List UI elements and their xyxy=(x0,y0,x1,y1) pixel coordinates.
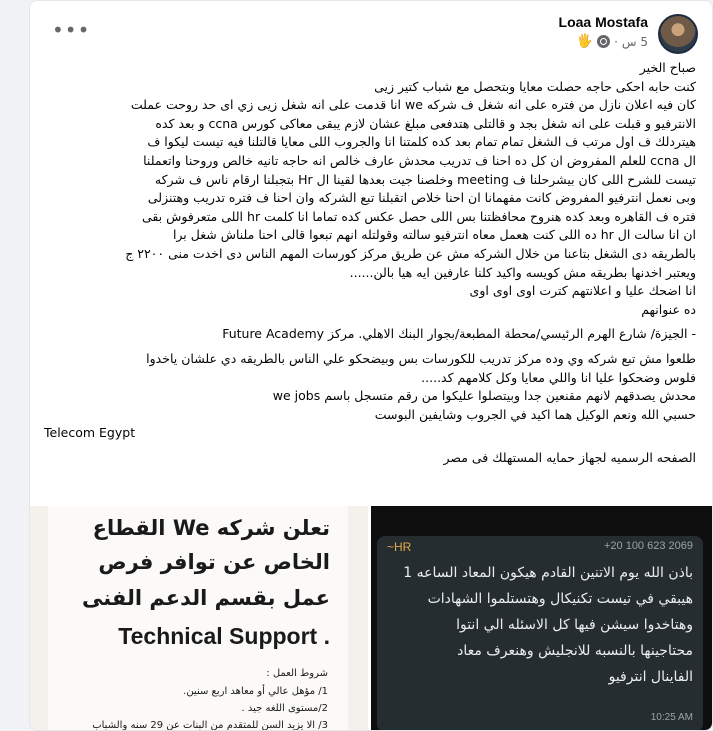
post-text xyxy=(44,59,696,467)
avatar[interactable] xyxy=(658,14,698,54)
post-line: تيست للشرح اللى كان بيشرحلنا ف meeting وخلصنا جيت بعدها لقينا ال Hr بتجبلنا ارقام ناس ف شركه xyxy=(154,171,696,187)
ad-condition: 2/مستوى اللغه جيد . xyxy=(241,703,328,714)
chat-screenshot[interactable] xyxy=(371,506,713,731)
page-tag-link-2[interactable]: الصفحه الرسميه لجهاز حمايه المستهلك فى مصر xyxy=(443,449,696,465)
audience-icon[interactable] xyxy=(597,35,610,48)
post-line: فتره ف القاهره وبعد كده هنروح محافظتنا بس اللى حصل عكس كده تماما انا كلمت hr اللى متعرفوش بقى xyxy=(141,208,696,224)
chat-time: 10:25 AM xyxy=(650,712,693,723)
post-header xyxy=(30,11,712,57)
chat-phone: +20 100 623 2069 xyxy=(603,540,693,552)
ad-flyer xyxy=(48,506,348,731)
post-line: صباح الخير xyxy=(639,60,696,75)
post-line: فلوس وضحكوا عليا انا واللي معايا وكل كلامهم كد..... xyxy=(421,369,696,385)
ad-line: الخاص عن توافر فرص xyxy=(98,550,330,574)
ad-condition: 3/ الا يزيد السن للمتقدم من البنات عن 29 سنه والشباب xyxy=(92,720,328,731)
post-line: طلعوا مش تبع شركه وي وده مركز تدريب للكورسات بس وبيضحكو علي الناس بالطريقه دي علشان ياخدوا xyxy=(146,350,696,366)
separator: · xyxy=(614,34,618,49)
post-line: ده عنوانهم xyxy=(641,301,696,317)
ad-conditions-title: شروط العمل : xyxy=(266,668,328,679)
post-line: وبى نعمل انترفيو المفروض كانت مفهمانا ان احنا خلاص اتقبلنا تبع الشركه وان احنا ف فتره تدريب وهتنزلى xyxy=(147,190,696,206)
post-line: ال ccna للعلم المفروض ان كل ده احنا ف تدريب محدش عارف خالص انه حاجه تانيه خالص وروحنا واتعملنا xyxy=(143,152,696,168)
wave-icon: 🖐 xyxy=(576,34,594,49)
more-options-button[interactable]: ••• xyxy=(52,18,91,42)
chat-sender: ~HR xyxy=(387,540,412,554)
chat-message: باذن الله يوم الاتنين القادم هيكون المعاد الساعه 1 هيبقي في تيست تكنيكال وهتستلموا الشهادات وهتاخدوا سيشن فيها كل الاسئله الي انتوا محتاجينها بالنسبه للانجليش وهنعرف معاد الفاينال انترفيو xyxy=(403,565,693,685)
ad-line: . Technical Support xyxy=(118,623,330,649)
post-line: ويعتبر اخدنها بطريقه مش كويسه واكيد كلنا عارفين ايه هيا بالن...... xyxy=(349,264,696,280)
ad-image[interactable] xyxy=(30,506,368,731)
post-line: الانترفيو و قبلت على انه شغل بجد و قالتلى هتدفعى مبلغ عشان لازم يبقى معاكى كورس ccna و بعد كده xyxy=(155,115,696,131)
post-line: محدش يصدقهم لانهم مقنعين جدا وبيتصلوا عليكوا من رقم متسجل باسم we jobs xyxy=(272,388,696,404)
post-line: حسبي الله ونعم الوكيل هما اكيد في الجروب وشايفين البوست xyxy=(374,406,696,422)
post-line: كنت حابه احكى حاجه حصلت معايا وبتحصل مع شباب كتير زيى xyxy=(374,78,696,94)
address-line: - الجيزة/ شارع الهرم الرئيسي/محطة المطبعة/بجوار البنك الاهلي. مركز Future Academy xyxy=(222,326,696,342)
post-card xyxy=(29,0,713,731)
post-line: بالطريقه دى الشغل بتاعنا من خلال الشركه مش عن طريق مركز كورسات المهم الناس دى اخدت منى ٢٢٠٠ ج xyxy=(125,245,696,261)
post-line: هيتردلك ف اول مرتب ف الشغل تمام تمام بعد كده كلمتنا انا والجروب اللى معايا قالتلنا فيه تيست ليكوا ف xyxy=(147,134,696,150)
post-line: ان انا سالت ال hr ده اللى كنت هعمل معاه انترفيو سالته وقولتله انهم تبعوا قالى احنا ملناش شغل برا xyxy=(172,227,696,243)
post-line: كان فيه اعلان نازل من فتره على انه شغل ف شركه we انا قدمت على انه شغل زيى زي اى حد روحت عملت xyxy=(130,97,696,113)
ad-condition: 1/ مؤهل عالي أو معاهد اربع سنين. xyxy=(183,686,328,697)
ad-line: تعلن شركه We القطاع xyxy=(92,516,330,540)
page-tag-link[interactable]: Telecom Egypt xyxy=(44,425,136,441)
post-time[interactable]: 5 س xyxy=(621,34,648,49)
post-meta xyxy=(577,34,648,49)
post-line: انا اضحك عليا و اعلانتهم كترت اوى اوى اوى xyxy=(469,283,696,299)
ad-line: عمل بقسم الدعم الفنى xyxy=(82,586,330,610)
chat-bubble xyxy=(377,536,703,731)
author-name[interactable]: Loaa Mostafa xyxy=(558,14,648,30)
post-images xyxy=(30,506,712,731)
